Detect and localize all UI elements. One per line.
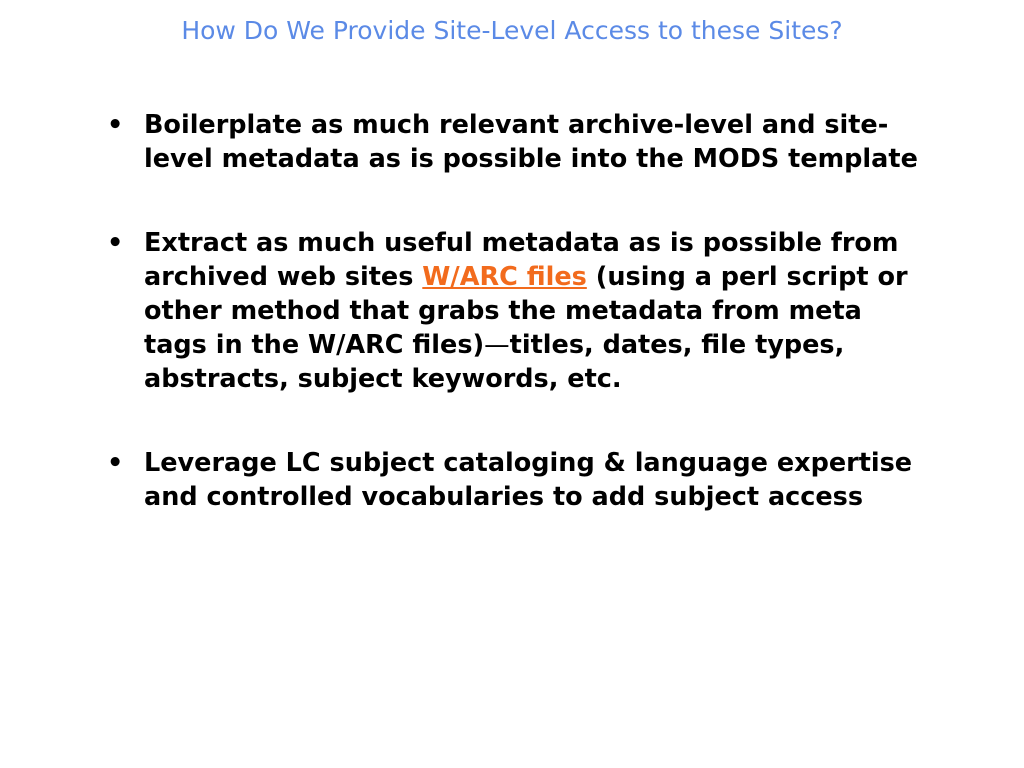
bullet-text: Leverage LC subject cataloging & language expertise and controlled vocabularies to add subject access (144, 448, 913, 512)
bullet-text-continued: (using a perl script or other method that grabs the metadata from meta tags in the W/ARC files) (144, 262, 908, 360)
bullet-point-icon: • (107, 228, 124, 258)
bullet-list (107, 108, 927, 564)
bullet-text-end: titles, dates, file types, abstracts, subject keywords, etc. (144, 330, 845, 394)
bullet-item-leverage-lc (107, 446, 927, 514)
bullet-item-extract-metadata (107, 226, 927, 396)
em-dash: — (484, 330, 510, 360)
warc-files-link[interactable]: W/ARC files (422, 262, 587, 292)
bullet-point-icon: • (107, 110, 124, 140)
bullet-text: Boilerplate as much relevant archive-level and site-level metadata as is possible into the MODS template (144, 110, 918, 174)
bullet-item-boilerplate (107, 108, 927, 176)
slide-title: How Do We Provide Site-Level Access to these Sites? (181, 16, 843, 45)
bullet-text: Extract as much useful metadata as is possible from archived web sites (144, 228, 899, 292)
bullet-point-icon: • (107, 448, 124, 478)
